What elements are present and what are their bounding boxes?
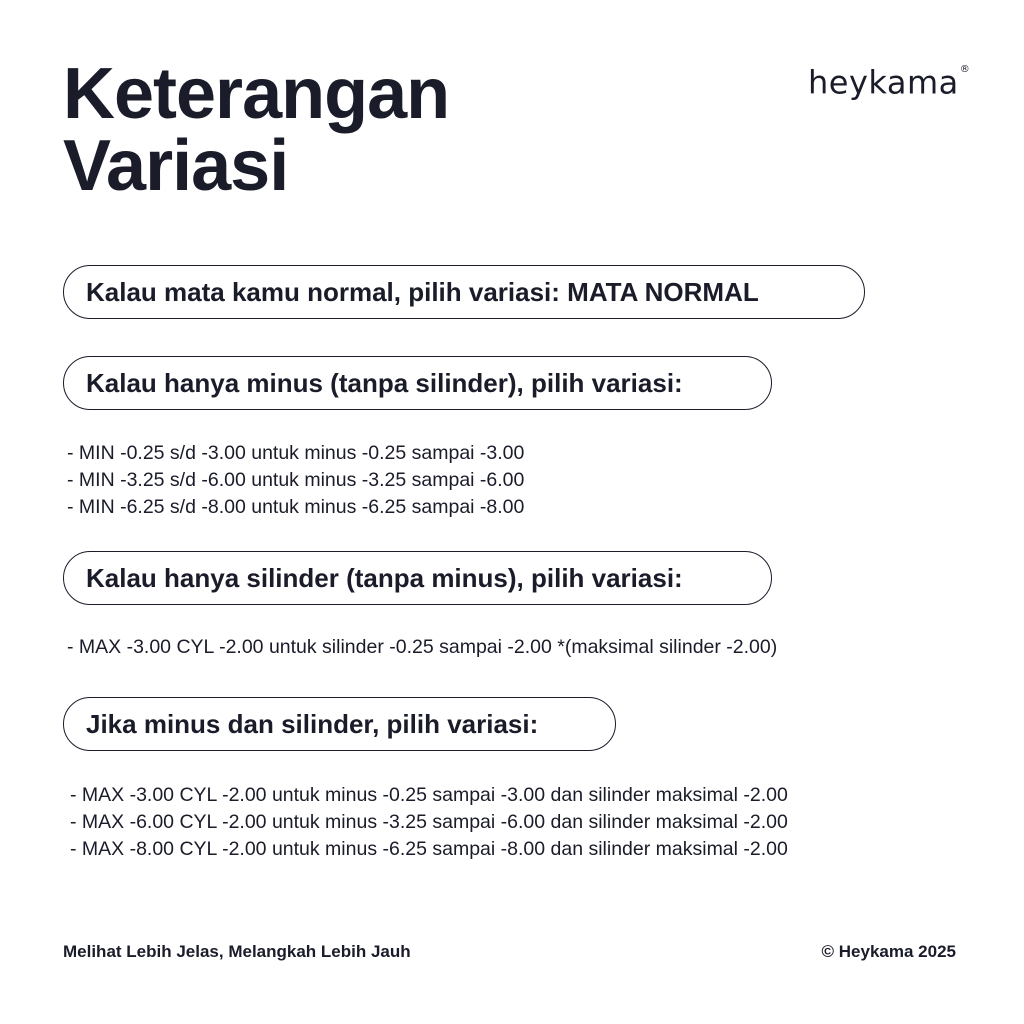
minus-variant-list	[67, 440, 524, 521]
list-item: - MIN -3.25 s/d -6.00 untuk minus -3.25 sampai -6.00	[67, 469, 525, 491]
list-item: - MIN -0.25 s/d -3.00 untuk minus -0.25 sampai -3.00	[67, 442, 525, 464]
list-item: - MAX -3.00 CYL -2.00 untuk silinder -0.25 sampai -2.00 *(maksimal silinder -2.00)	[67, 636, 778, 658]
section-heading-label: Kalau mata kamu normal, pilih variasi: MATA NORMAL	[86, 276, 759, 307]
section-heading-normal	[63, 265, 865, 319]
minus-cylinder-variant-list	[70, 782, 788, 863]
brand-logo	[808, 62, 970, 101]
list-item: - MAX -6.00 CYL -2.00 untuk minus -3.25 sampai -6.00 dan silinder maksimal -2.00	[70, 811, 788, 833]
list-item: - MAX -8.00 CYL -2.00 untuk minus -6.25 sampai -8.00 dan silinder maksimal -2.00	[70, 838, 788, 860]
brand-logo-text: heykama	[808, 63, 959, 102]
section-heading-label: Kalau hanya minus (tanpa silinder), pilih variasi:	[86, 367, 683, 398]
section-heading-minus-only	[63, 356, 772, 410]
list-item: - MIN -6.25 s/d -8.00 untuk minus -6.25 sampai -8.00	[67, 496, 525, 518]
section-heading-minus-and-cylinder	[63, 697, 616, 751]
section-heading-label: Jika minus dan silinder, pilih variasi:	[86, 708, 539, 739]
list-item: - MAX -3.00 CYL -2.00 untuk minus -0.25 sampai -3.00 dan silinder maksimal -2.00	[70, 784, 788, 806]
page-title	[63, 54, 450, 206]
registered-mark: ®	[959, 64, 971, 75]
page-title-line-2: Variasi	[63, 126, 289, 206]
section-heading-cylinder-only	[63, 551, 772, 605]
page-title-line-1: Keterangan	[63, 54, 450, 134]
section-heading-label: Kalau hanya silinder (tanpa minus), pilih variasi:	[86, 562, 683, 593]
cylinder-variant-list	[67, 634, 777, 661]
footer-tagline: Melihat Lebih Jelas, Melangkah Lebih Jauh	[63, 942, 411, 961]
footer-copyright: © Heykama 2025	[821, 942, 956, 961]
